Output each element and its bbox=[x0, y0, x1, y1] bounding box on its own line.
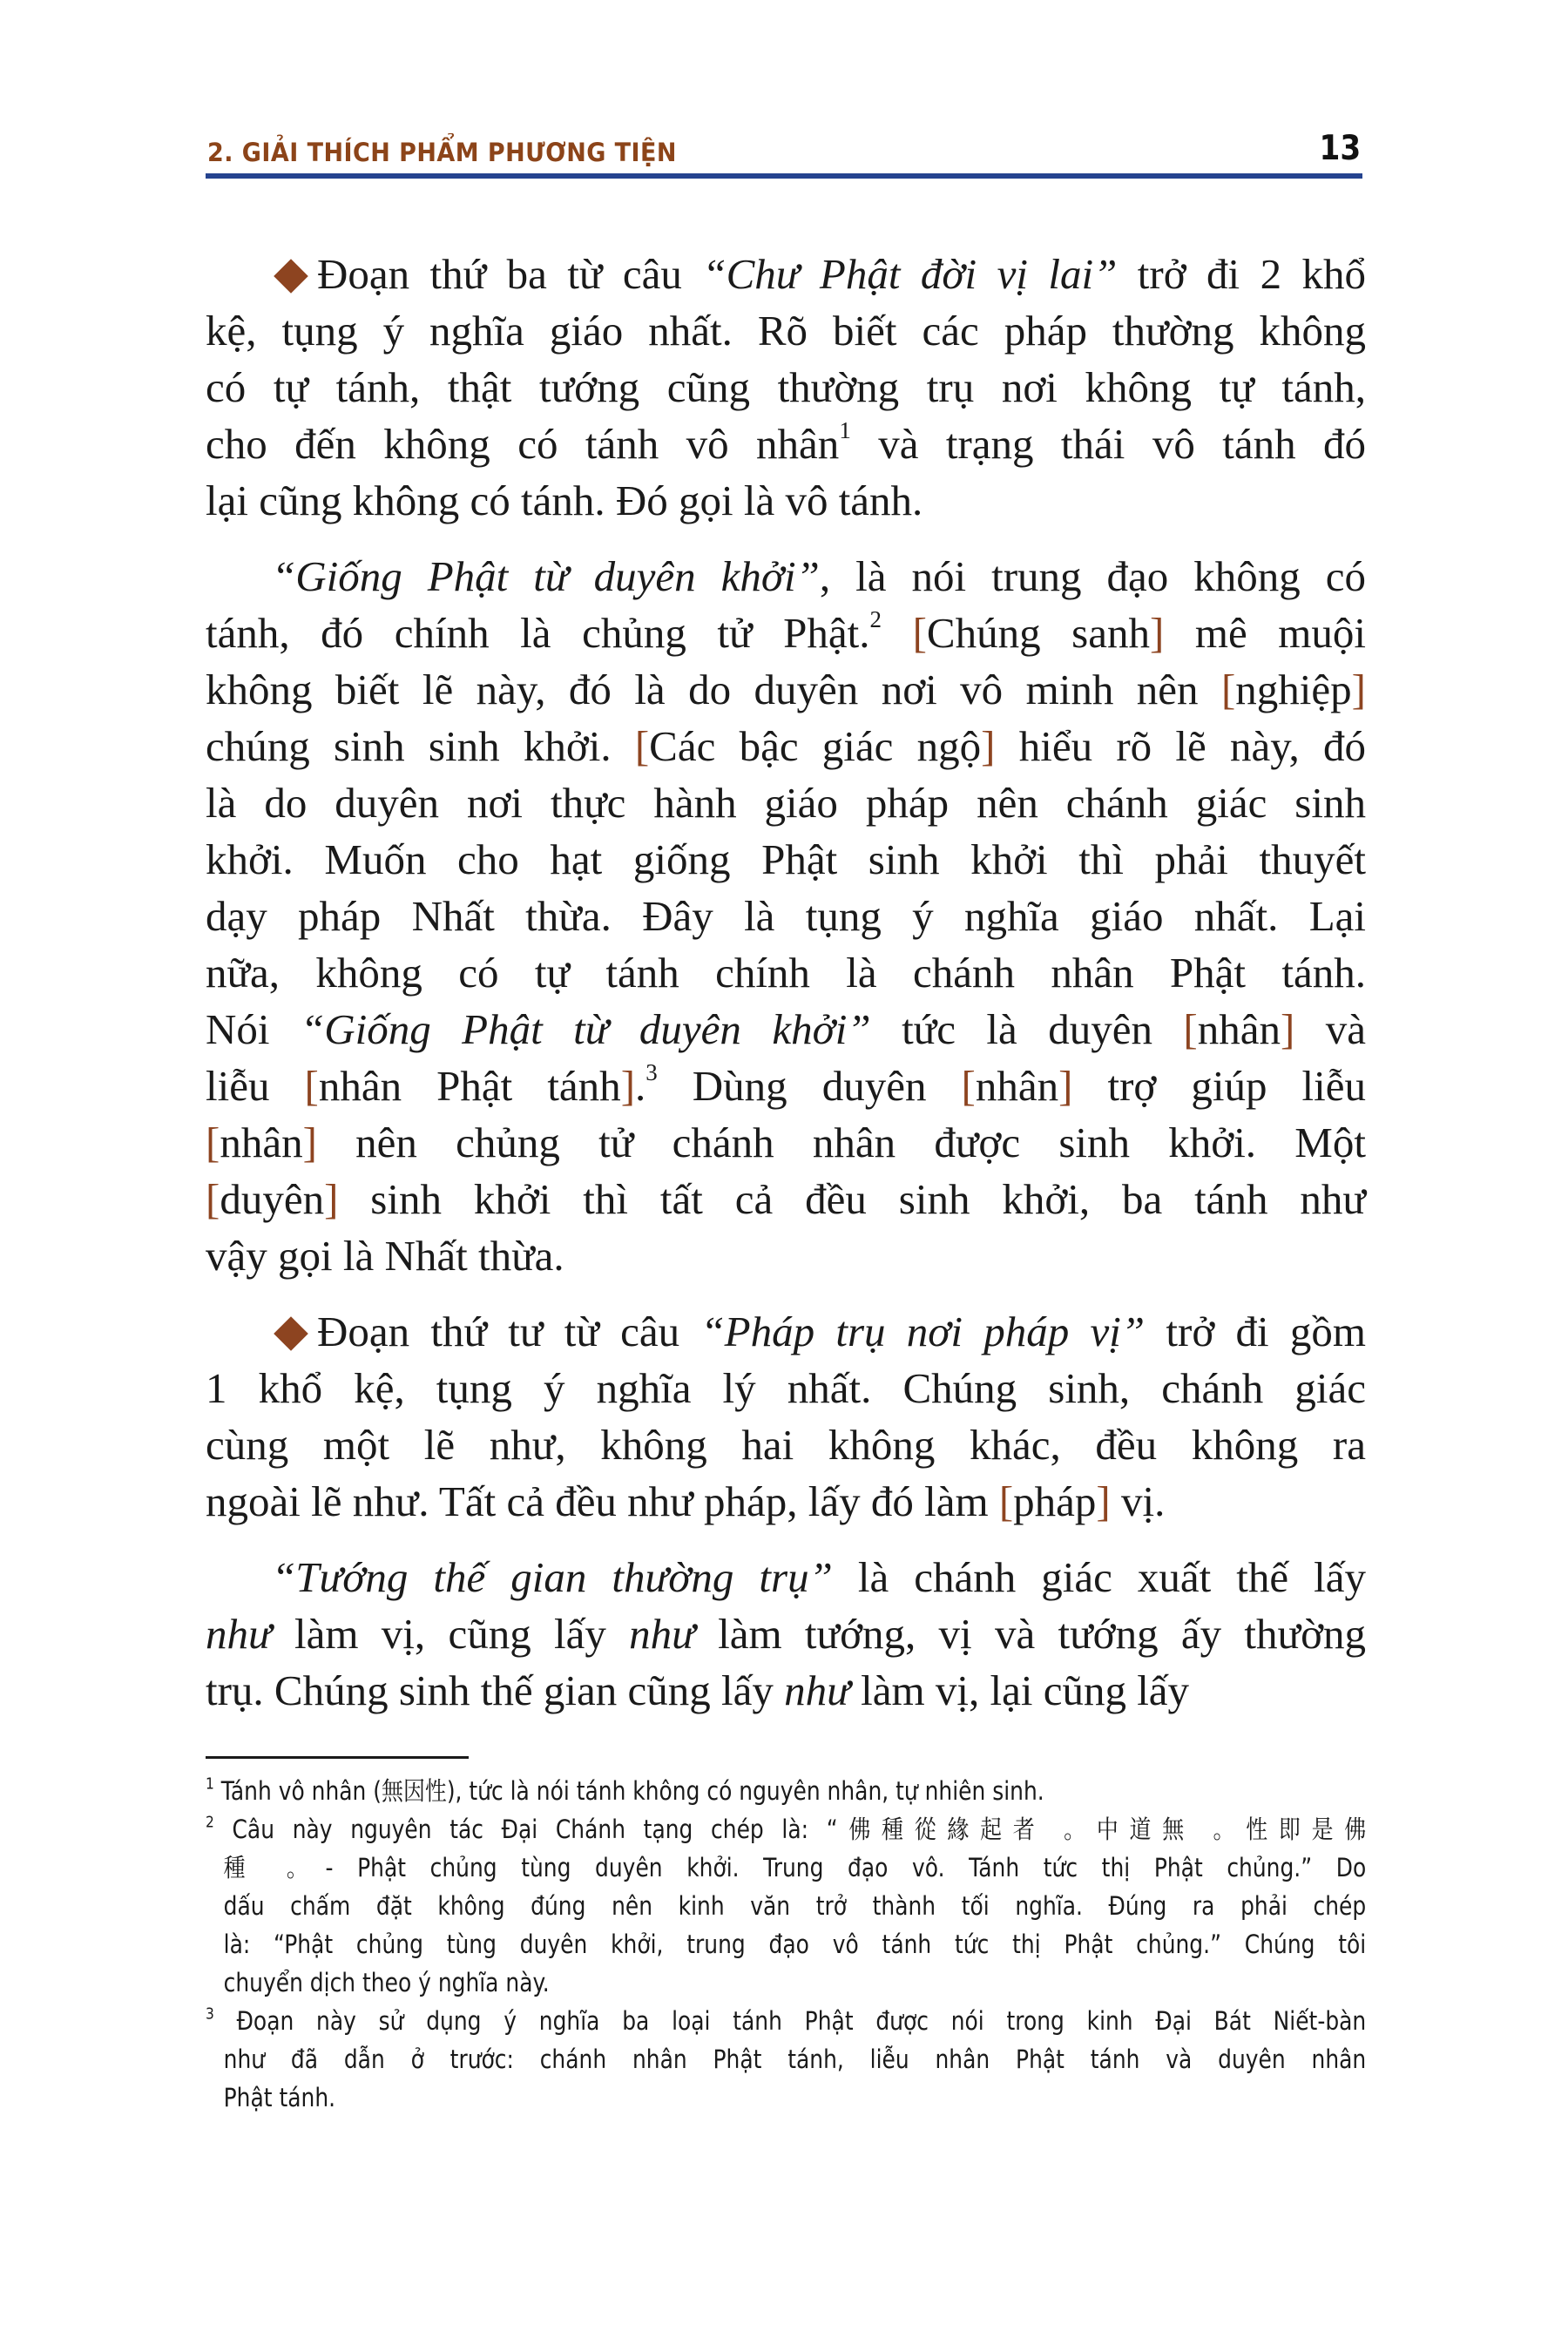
text-run: không biết lẽ này, đó là do duyên nơi vô minh nên bbox=[206, 666, 1221, 713]
text-line bbox=[206, 416, 1366, 472]
editorial-bracket: ] bbox=[1351, 666, 1366, 713]
text-line bbox=[206, 1605, 1366, 1662]
text-run: cùng một lẽ như, không hai không khác, đều không ra bbox=[206, 1421, 1366, 1469]
editorial-bracket: ] bbox=[1281, 1005, 1295, 1053]
text-run: , là nói trung đạo không có bbox=[819, 552, 1366, 600]
text-run: trợ giúp liễu bbox=[1072, 1062, 1366, 1110]
text-run: vậy gọi là Nhất thừa. bbox=[206, 1232, 564, 1280]
footnote-text: là: “Phật chủng tùng duyên khởi, trung đạo vô tánh tức thị Phật chủng.” Chúng tôi bbox=[223, 1930, 1367, 1959]
text-line bbox=[206, 944, 1366, 1001]
editorial-bracket: ] bbox=[324, 1175, 339, 1223]
text-run: tánh, đó chính là chủng tử Phật. bbox=[206, 609, 870, 657]
text-line bbox=[206, 1058, 1366, 1114]
text-line bbox=[206, 831, 1366, 888]
text-line bbox=[206, 1473, 1366, 1530]
footnote-line bbox=[206, 1810, 1366, 1848]
text-run: sinh khởi thì tất cả đều sinh khởi, ba tánh như bbox=[338, 1175, 1366, 1223]
footnote bbox=[206, 2002, 1366, 2117]
editorial-bracket: [ bbox=[304, 1062, 319, 1110]
diamond-bullet-icon bbox=[274, 259, 308, 294]
text-run: nhân Phật tánh bbox=[318, 1062, 621, 1110]
italic-text-run: như bbox=[206, 1610, 272, 1658]
editorial-bracket: ] bbox=[302, 1119, 317, 1166]
paragraph bbox=[206, 1303, 1366, 1530]
text-run: nhân bbox=[1197, 1005, 1281, 1053]
paragraph bbox=[206, 548, 1366, 1284]
text-run: Chúng sanh bbox=[926, 609, 1150, 657]
footnote-text: Phật tánh. bbox=[223, 2083, 336, 2112]
editorial-bracket: ] bbox=[981, 722, 996, 770]
text-line bbox=[206, 472, 1366, 529]
footnote-marker: 3 bbox=[206, 2004, 214, 2024]
footnote-line bbox=[206, 1772, 1366, 1810]
italic-text-run: “Tướng thế gian thường trụ” bbox=[272, 1553, 833, 1601]
footnote-line bbox=[206, 1963, 1366, 2002]
text-run: và trạng thái vô tánh đó bbox=[850, 420, 1366, 468]
diamond-bullet-icon bbox=[274, 1316, 308, 1351]
text-run: Đoạn thứ tư từ câu bbox=[317, 1308, 701, 1355]
footnote-line bbox=[206, 1887, 1366, 1925]
text-run: chúng sinh sinh khởi. bbox=[206, 722, 635, 770]
text-line bbox=[206, 605, 1366, 661]
italic-text-run: như bbox=[784, 1666, 850, 1714]
text-line bbox=[206, 888, 1366, 944]
editorial-bracket: [ bbox=[961, 1062, 976, 1110]
footnote bbox=[206, 1810, 1366, 2002]
text-run: nghiệp bbox=[1235, 666, 1352, 713]
text-run: và bbox=[1294, 1005, 1367, 1053]
footnote-text: 種 。- Phật chủng tùng duyên khởi. Trung đạo vô. Tánh tức thị Phật chủng.” Do bbox=[223, 1853, 1367, 1882]
footnote-text: Câu này nguyên tác Đại Chánh tạng chép là: “佛種從緣起者 。中道無 。性即是佛 bbox=[232, 1815, 1367, 1844]
footnote-text: Đoạn này sử dụng ý nghĩa ba loại tánh Phật được nói trong kinh Đại Bát Niết-bàn bbox=[236, 2006, 1367, 2036]
editorial-bracket: [ bbox=[206, 1119, 220, 1166]
text-line bbox=[206, 302, 1366, 359]
text-run: liễu bbox=[206, 1062, 305, 1110]
text-line bbox=[206, 1662, 1366, 1719]
text-run: trụ. Chúng sinh thế gian cũng lấy bbox=[206, 1666, 785, 1714]
text-run: mê muội bbox=[1164, 609, 1367, 657]
text-run: trở đi gồm bbox=[1145, 1308, 1366, 1355]
text-line bbox=[206, 718, 1366, 774]
footnote-ref: 1 bbox=[839, 417, 851, 444]
text-run: kệ, tụng ý nghĩa giáo nhất. Rõ biết các pháp thường không bbox=[206, 307, 1366, 355]
text-run: nhân bbox=[975, 1062, 1059, 1110]
text-line bbox=[206, 1227, 1366, 1284]
footnote bbox=[206, 1772, 1366, 1810]
text-line bbox=[206, 359, 1366, 416]
editorial-bracket: ] bbox=[1096, 1477, 1111, 1525]
chapter-title: 2. GIẢI THÍCH PHẨM PHƯƠNG TIỆN bbox=[207, 138, 677, 167]
editorial-bracket: [ bbox=[206, 1175, 220, 1223]
footnote-marker: 2 bbox=[206, 1813, 214, 1832]
text-line bbox=[206, 548, 1366, 605]
text-run: . bbox=[635, 1062, 646, 1110]
text-line bbox=[206, 1001, 1366, 1058]
italic-text-run: “Giống Phật từ duyên khởi” bbox=[300, 1005, 871, 1053]
text-run: là chánh giác xuất thế lấy bbox=[832, 1553, 1366, 1601]
editorial-bracket: ] bbox=[1058, 1062, 1073, 1110]
text-run: nữa, không có tự tánh chính là chánh nhân Phật tánh. bbox=[206, 949, 1366, 997]
text-run bbox=[882, 609, 913, 657]
italic-text-run: “Chư Phật đời vị lai” bbox=[702, 250, 1118, 298]
text-run: cho đến không có tánh vô nhân bbox=[206, 420, 840, 468]
text-run: có tự tánh, thật tướng cũng thường trụ nơi không tự tánh, bbox=[206, 363, 1366, 411]
footnote-text: chuyển dịch theo ý nghĩa này. bbox=[223, 1968, 550, 1997]
text-line bbox=[206, 1303, 1366, 1360]
text-run: làm vị, lại cũng lấy bbox=[849, 1666, 1190, 1714]
running-header bbox=[206, 131, 1362, 174]
footnote-line bbox=[206, 1925, 1366, 1963]
footnote-text: Tánh vô nhân (無因性), tức là nói tánh không có nguyên nhân, tự nhiên sinh. bbox=[220, 1776, 1044, 1806]
footnote-rule bbox=[206, 1756, 469, 1759]
footnote-line bbox=[206, 2078, 1366, 2117]
footnote-line bbox=[206, 2002, 1366, 2040]
text-run: Các bậc giác ngộ bbox=[649, 722, 982, 770]
footnote-text: dấu chấm đặt không đúng nên kinh văn trở thành tối nghĩa. Đúng ra phải chép bbox=[223, 1891, 1367, 1921]
text-line bbox=[206, 774, 1366, 831]
text-line bbox=[206, 1416, 1366, 1473]
text-line bbox=[206, 1114, 1366, 1171]
paragraph bbox=[206, 246, 1366, 529]
text-run: Đoạn thứ ba từ câu bbox=[317, 250, 703, 298]
text-line bbox=[206, 1549, 1366, 1605]
text-run: khởi. Muốn cho hạt giống Phật sinh khởi thì phải thuyết bbox=[206, 835, 1366, 883]
page-number: 13 bbox=[1319, 129, 1361, 168]
editorial-bracket: [ bbox=[634, 722, 650, 770]
text-run: nên chủng tử chánh nhân được sinh khởi. Một bbox=[316, 1119, 1366, 1166]
text-line bbox=[206, 246, 1366, 302]
editorial-bracket: [ bbox=[1183, 1005, 1198, 1053]
text-run: dạy pháp Nhất thừa. Đây là tụng ý nghĩa giáo nhất. Lại bbox=[206, 892, 1366, 940]
editorial-bracket: [ bbox=[998, 1477, 1014, 1525]
text-run: làm tướng, vị và tướng ấy thường bbox=[694, 1610, 1366, 1658]
paragraph bbox=[206, 1549, 1366, 1719]
footnote-ref: 2 bbox=[869, 606, 882, 633]
editorial-bracket: ] bbox=[1149, 609, 1165, 657]
footnote-marker: 1 bbox=[206, 1774, 214, 1794]
text-run: là do duyên nơi thực hành giáo pháp nên chánh giác sinh bbox=[206, 779, 1366, 827]
footnote-ref: 3 bbox=[645, 1059, 658, 1086]
text-line bbox=[206, 661, 1366, 718]
text-line bbox=[206, 1171, 1366, 1227]
italic-text-run: “Pháp trụ nơi pháp vị” bbox=[700, 1308, 1146, 1355]
text-run: duyên bbox=[220, 1175, 325, 1223]
text-run: tức là duyên bbox=[870, 1005, 1184, 1053]
text-run: Dùng duyên bbox=[657, 1062, 962, 1110]
header-rule bbox=[206, 173, 1362, 179]
footnote-line bbox=[206, 2040, 1366, 2078]
text-run: Nói bbox=[206, 1005, 301, 1053]
editorial-bracket: ] bbox=[620, 1062, 636, 1110]
editorial-bracket: [ bbox=[912, 609, 927, 657]
text-run: lại cũng không có tánh. Đó gọi là vô tánh. bbox=[206, 476, 923, 524]
footnote-text: như đã dẫn ở trước: chánh nhân Phật tánh, liễu nhân Phật tánh và duyên nhân bbox=[223, 2044, 1367, 2074]
text-run: pháp bbox=[1013, 1477, 1097, 1525]
text-run: làm vị, cũng lấy bbox=[271, 1610, 630, 1658]
text-run: ngoài lẽ như. Tất cả đều như pháp, lấy đó làm bbox=[206, 1477, 999, 1525]
footnote-line bbox=[206, 1848, 1366, 1887]
italic-text-run: như bbox=[629, 1610, 695, 1658]
text-line bbox=[206, 1360, 1366, 1416]
footnotes bbox=[206, 1772, 1366, 2117]
italic-text-run: “Giống Phật từ duyên khởi” bbox=[272, 552, 820, 600]
editorial-bracket: [ bbox=[1220, 666, 1236, 713]
text-run: 1 khổ kệ, tụng ý nghĩa lý nhất. Chúng sinh, chánh giác bbox=[206, 1364, 1366, 1412]
text-run: hiểu rõ lẽ này, đó bbox=[995, 722, 1367, 770]
text-run: trở đi 2 khổ bbox=[1117, 250, 1366, 298]
body-text bbox=[206, 246, 1366, 1738]
text-run: nhân bbox=[220, 1119, 303, 1166]
text-run: vị. bbox=[1110, 1477, 1166, 1525]
